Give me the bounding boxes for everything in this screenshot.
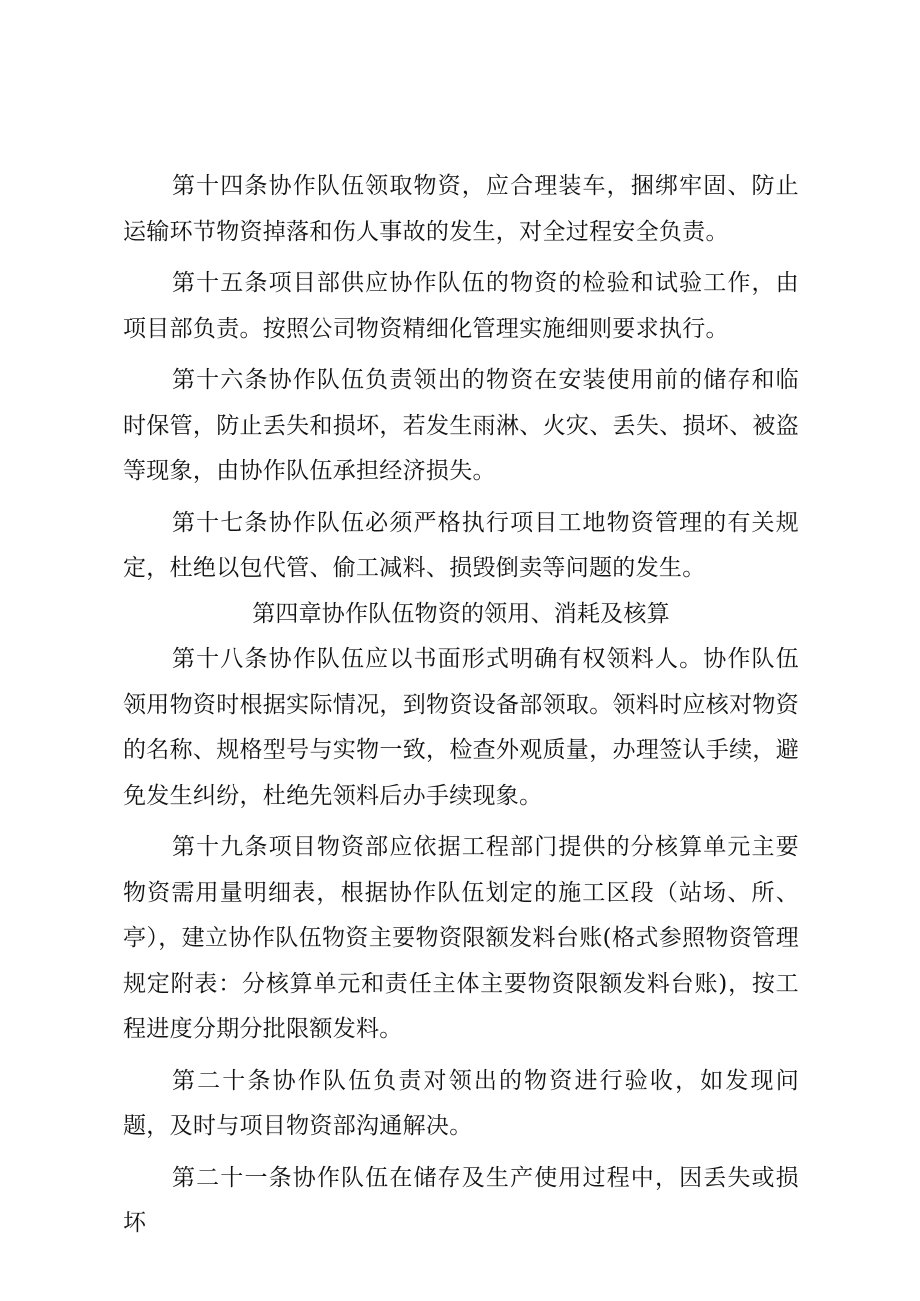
article-15-paragraph: 第十五条项目部供应协作队伍的物资的检验和试验工作，由项目部负责。按照公司物资精细化管理实施细则要求执行。: [123, 270, 799, 342]
article-20-paragraph: 第二十条协作队伍负责对领出的物资进行验收，如发现问题，及时与项目物资部沟通解决。: [123, 1067, 799, 1139]
document-body: [123, 164, 799, 1247]
article-14-paragraph: 第十四条协作队伍领取物资，应合理装车，捆绑牢固、防止运输环节物资掉落和伤人事故的发生，对全过程安全负责。: [123, 173, 799, 245]
article-17-paragraph: 第十七条协作队伍必须严格执行项目工地物资管理的有关规定，杜绝以包代管、偷工减料、损毁倒卖等问题的发生。: [123, 509, 799, 581]
chapter-title: 第四章协作队伍物资的领用、消耗及核算: [252, 600, 670, 627]
article-18-paragraph: 第十八条协作队伍应以书面形式明确有权领料人。协作队伍领用物资时根据实际情况，到物资设备部领取。领料时应核对物资的名称、规格型号与实物一致，检查外观质量，办理签认手续，避免发生纠纷，杜绝先领料后办手续现象。: [123, 646, 799, 809]
article-19-paragraph: 第十九条项目物资部应依据工程部门提供的分核算单元主要物资需用量明细表，根据协作队伍划定的施工区段（站场、所、亭），建立协作队伍物资主要物资限额发料台账(格式参照物资管理规定附表：分核算单元和责任主体主要物资限额发料台账)，按工程进度分期分批限额发料。: [123, 834, 799, 1042]
article-16-paragraph: 第十六条协作队伍负责领出的物资在安装使用前的储存和临时保管，防止丢失和损坏，若发生雨淋、火灾、丢失、损坏、被盗等现象，由协作队伍承担经济损失。: [123, 367, 799, 484]
article-21-paragraph: 第二十一条协作队伍在储存及生产使用过程中，因丢失或损坏: [123, 1164, 799, 1236]
